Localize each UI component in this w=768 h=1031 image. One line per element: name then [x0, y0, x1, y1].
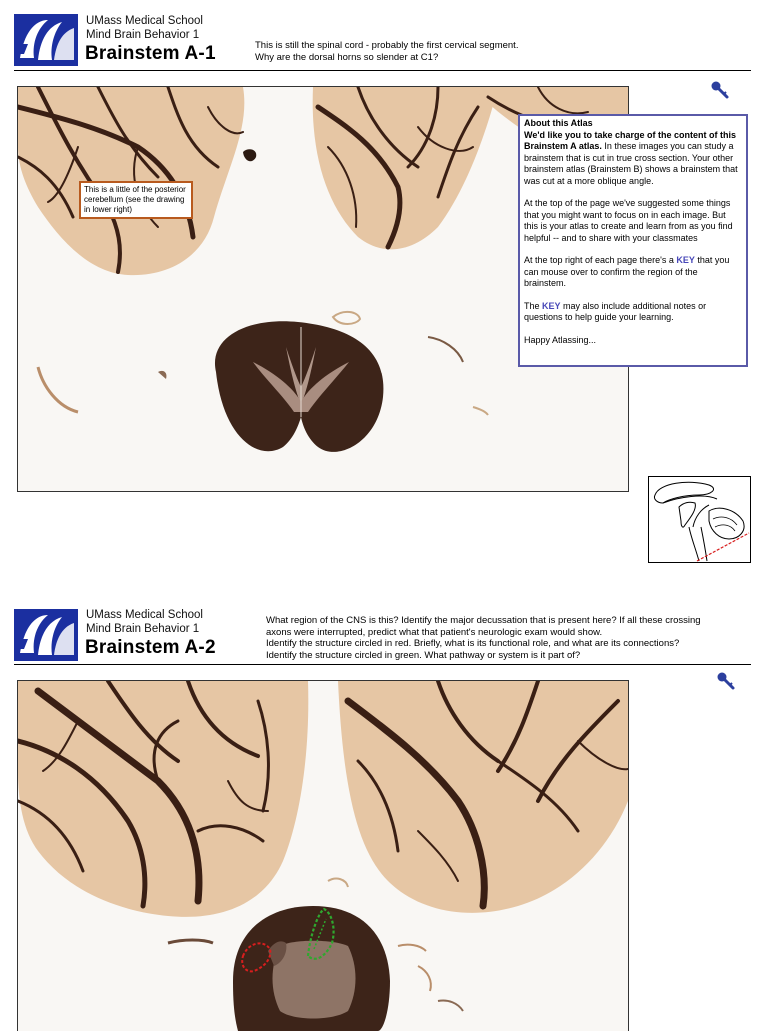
atlas-page-2 [0, 595, 768, 1024]
prompt-line: Why are the dorsal horns so slender at C1? [255, 51, 439, 63]
sagittal-brain-drawing [649, 477, 750, 562]
prompt-line: What region of the CNS is this? Identify the major decussation that is present here? If all these crossing [266, 615, 701, 626]
key-icon[interactable] [716, 671, 736, 691]
key-keyword: KEY [676, 255, 695, 265]
page-prompt [255, 40, 518, 63]
prompt-line: Identify the structure circled in green. What pathway or system is it part of? [266, 649, 581, 661]
umass-logo [14, 609, 78, 661]
institution-name [86, 14, 203, 42]
prompt-line: axons were interrupted, predict what that patient's neurologic exam would show. [266, 626, 603, 638]
brain-location-thumbnail [648, 476, 751, 563]
about-intro [524, 130, 742, 188]
about-heading-text: About this Atlas [524, 118, 593, 128]
institution-line-1: UMass Medical School [86, 609, 203, 621]
about-para-4-after: may also include additional notes or questions to help guide your learning. [524, 300, 707, 322]
brainstem-section-a2 [18, 681, 628, 1031]
about-para-3-before: At the top right of each page there's a [524, 255, 677, 265]
about-atlas-box [518, 114, 748, 367]
slide-image-a2 [17, 680, 629, 1031]
key-keyword: KEY [542, 300, 561, 311]
prompt-line: This is still the spinal cord - probably the first cervical segment. [255, 40, 519, 51]
about-para-2: At the top of the page we've suggested some things that you might want to focus on in each image. But this is your atlas to create and learn from as you find helpful -- and to share with your classmates [524, 198, 733, 243]
institution-line-1: UMass Medical School [86, 15, 203, 27]
about-para-3 [524, 255, 742, 290]
about-heading [524, 118, 742, 130]
about-para-4 [524, 301, 742, 324]
header-divider [14, 70, 751, 71]
umass-logo [14, 14, 78, 66]
about-intro-rest: In these images you can study a brainstem that is cut in true cross section. Your other brainstem atlas (Brainstem B) shows a brainstem that was cut at a more oblique angle. [524, 141, 738, 186]
institution-line-2: Mind Brain Behavior 1 [86, 29, 200, 41]
page-prompt [266, 615, 701, 661]
institution-line-2: Mind Brain Behavior 1 [86, 623, 200, 635]
page-title: Brainstem A-1 [85, 43, 216, 64]
key-icon[interactable] [710, 80, 730, 100]
about-intro-bold: We'd like you to take charge of the content of this Brainstem A atlas. [524, 129, 737, 151]
page-title: Brainstem A-2 [85, 637, 216, 658]
header-divider [14, 664, 751, 665]
prompt-line: Identify the structure circled in red. Briefly, what is its functional role, and what are its connections? [266, 638, 680, 649]
about-para-4-before: The [524, 300, 543, 311]
cerebellum-note: This is a little of the posterior cerebellum (see the drawing in lower right) [79, 181, 193, 219]
about-para-3-after: that you can mouse over to confirm the region of the brainstem. [524, 255, 730, 288]
institution-name [86, 608, 203, 636]
about-signoff: Happy Atlassing... [524, 334, 597, 345]
